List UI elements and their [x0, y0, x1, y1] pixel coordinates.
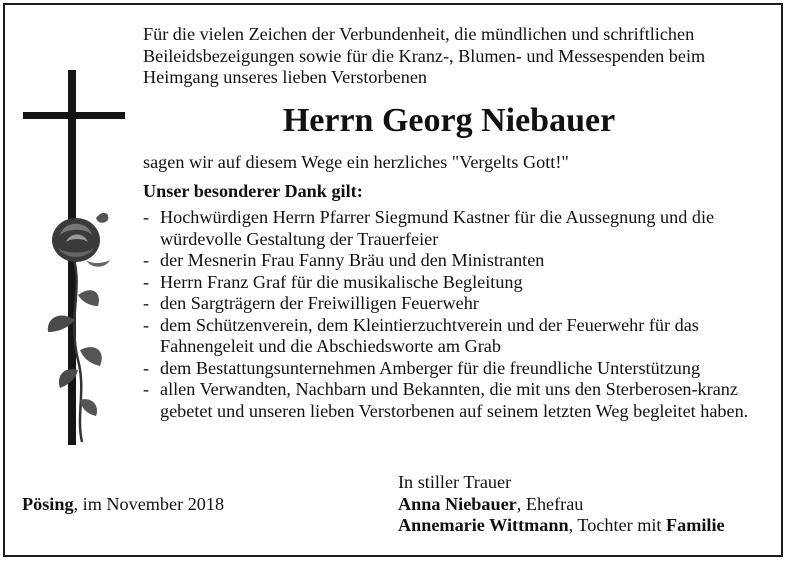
list-item — [143, 207, 773, 250]
special-thanks-heading: Unser besonderer Dank gilt: — [143, 181, 363, 201]
place-date — [22, 494, 224, 516]
list-dash: - — [143, 379, 150, 399]
list-item-text: dem Schützenverein, dem Kleintierzuchtverein und der Feuerwehr für das Fahnengeleit und die Abschiedsworte am Grab — [160, 314, 699, 356]
place-town: Pösing — [22, 494, 74, 514]
cross-with-rose-icon — [20, 70, 132, 450]
list-item-text: den Sargträgern der Freiwilligen Feuerwehr — [160, 293, 479, 313]
list-item-text: der Mesnerin Frau Fanny Bräu und den Ministranten — [160, 250, 545, 270]
list-dash: - — [143, 271, 150, 292]
list-item — [143, 379, 773, 422]
thanks-line: sagen wir auf diesem Wege ein herzliches "Vergelts Gott!" — [143, 152, 569, 172]
list-item — [143, 272, 773, 294]
signoff-name-2: Annemarie Wittmann — [398, 515, 569, 535]
thanks-list — [143, 207, 773, 422]
signoff-block — [398, 472, 725, 537]
list-dash: - — [143, 250, 150, 270]
list-item — [143, 315, 773, 358]
signoff-relation-2: , Tochter mit — [568, 515, 667, 535]
list-dash: - — [143, 357, 150, 378]
list-item-text: Hochwürdigen Herrn Pfarrer Siegmund Kastner für die Aussegnung und die würdevolle Gestaltung der Trauerfeier — [160, 207, 715, 249]
list-item — [143, 358, 773, 380]
signoff-line-1 — [398, 494, 725, 516]
list-item-text: allen Verwandten, Nachbarn und Bekannten, die mit uns den Sterberosen-kranz gebetet und unseren lieben Verstorbenen auf seinem letzten Weg begleitet haben. — [160, 379, 749, 421]
list-dash: - — [143, 293, 150, 313]
signoff-phrase: In stiller Trauer — [398, 472, 512, 492]
list-dash: - — [143, 207, 150, 227]
signoff-family: Familie — [666, 515, 725, 535]
place-date-text: , im November 2018 — [73, 494, 225, 514]
signoff-relation-1: , Ehefrau — [516, 493, 584, 514]
list-item — [143, 250, 773, 272]
deceased-name: Herrn Georg Niebauer — [282, 102, 616, 139]
signoff-name-1: Anna Niebauer — [398, 493, 517, 514]
intro-text: Für die vielen Zeichen der Verbundenheit, die mündlichen und schriftlichen Beileidsbezeigungen sowie für die Kranz-, Blumen- und Messespenden beim Heimgang unseres lieben Verstorbenen — [143, 24, 706, 87]
list-item-text: dem Bestattungsunternehmen Amberger für die freundliche Unterstützung — [160, 357, 701, 378]
list-item — [143, 293, 773, 315]
signoff-line-2 — [398, 515, 725, 537]
list-dash: - — [143, 314, 150, 335]
list-item-text: Herrn Franz Graf für die musikalische Begleitung — [160, 271, 523, 292]
